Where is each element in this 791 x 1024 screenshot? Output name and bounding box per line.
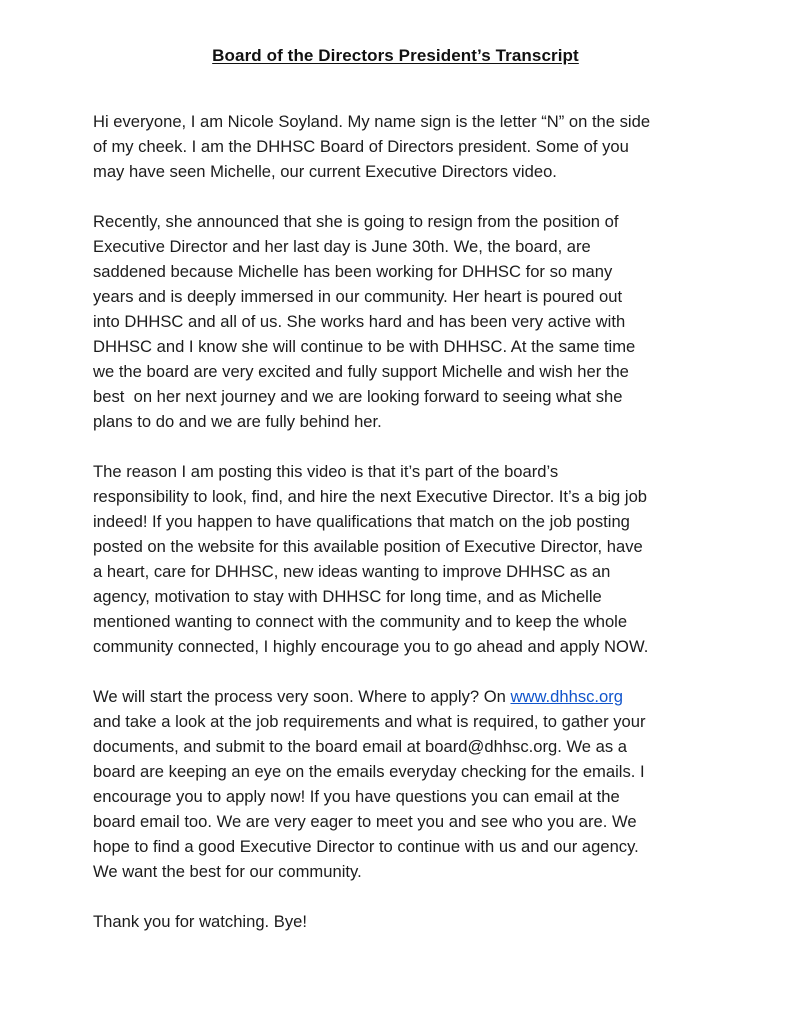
paragraph-introduction	[93, 109, 733, 184]
text-segment: We will start the process very soon. Where to apply? On	[93, 687, 511, 706]
text-line: board email too. We are very eager to meet you and see who you are. We	[93, 812, 637, 831]
text-line: indeed! If you happen to have qualifications that match on the job posting	[93, 512, 630, 531]
text-line: we the board are very excited and fully support Michelle and wish her the	[93, 362, 629, 381]
text-line: Executive Director and her last day is June 30th. We, the board, are	[93, 237, 591, 256]
paragraph-hiring	[93, 459, 733, 659]
text-line: We want the best for our community.	[93, 862, 362, 881]
text-line: hope to find a good Executive Director to continue with us and our agency.	[93, 837, 639, 856]
text-line: mentioned wanting to connect with the community and to keep the whole	[93, 612, 628, 631]
text-line: Thank you for watching. Bye!	[93, 912, 307, 931]
text-line: agency, motivation to stay with DHHSC for long time, and as Michelle	[93, 587, 602, 606]
text-line: responsibility to look, find, and hire the next Executive Director. It’s a big job	[93, 487, 648, 506]
text-line: Hi everyone, I am Nicole Soyland. My name sign is the letter “N” on the side	[93, 112, 651, 131]
text-line: DHHSC and I know she will continue to be with DHHSC. At the same time	[93, 337, 636, 356]
text-line: of my cheek. I am the DHHSC Board of Directors president. Some of you	[93, 137, 629, 156]
website-link[interactable]: www.dhhsc.org	[510, 687, 624, 706]
text-line: encourage you to apply now! If you have questions you can email at the	[93, 787, 620, 806]
text-line: into DHHSC and all of us. She works hard and has been very active with	[93, 312, 626, 331]
text-line: saddened because Michelle has been working for DHHSC for so many	[93, 262, 613, 281]
text-line: posted on the website for this available position of Executive Director, have	[93, 537, 643, 556]
document-title: Board of the Directors President’s Transcript	[212, 46, 579, 65]
text-line	[93, 684, 733, 709]
text-line: a heart, care for DHHSC, new ideas wanting to improve DHHSC as an	[93, 562, 611, 581]
document-body	[93, 109, 733, 959]
paragraph-how-to-apply	[93, 684, 733, 884]
text-line: community connected, I highly encourage you to go ahead and apply NOW.	[93, 637, 649, 656]
text-line: documents, and submit to the board email at board@dhhsc.org. We as a	[93, 737, 628, 756]
text-line: plans to do and we are fully behind her.	[93, 412, 382, 431]
text-line: best on her next journey and we are looking forward to seeing what she	[93, 387, 623, 406]
text-line: may have seen Michelle, our current Executive Directors video.	[93, 162, 557, 181]
paragraph-resignation	[93, 209, 733, 434]
text-line: The reason I am posting this video is that it’s part of the board’s	[93, 462, 559, 481]
text-line: Recently, she announced that she is going to resign from the position of	[93, 212, 619, 231]
text-line: board are keeping an eye on the emails everyday checking for the emails. I	[93, 762, 645, 781]
paragraph-closing	[93, 909, 733, 934]
text-line: years and is deeply immersed in our community. Her heart is poured out	[93, 287, 623, 306]
text-line: and take a look at the job requirements and what is required, to gather your	[93, 712, 646, 731]
